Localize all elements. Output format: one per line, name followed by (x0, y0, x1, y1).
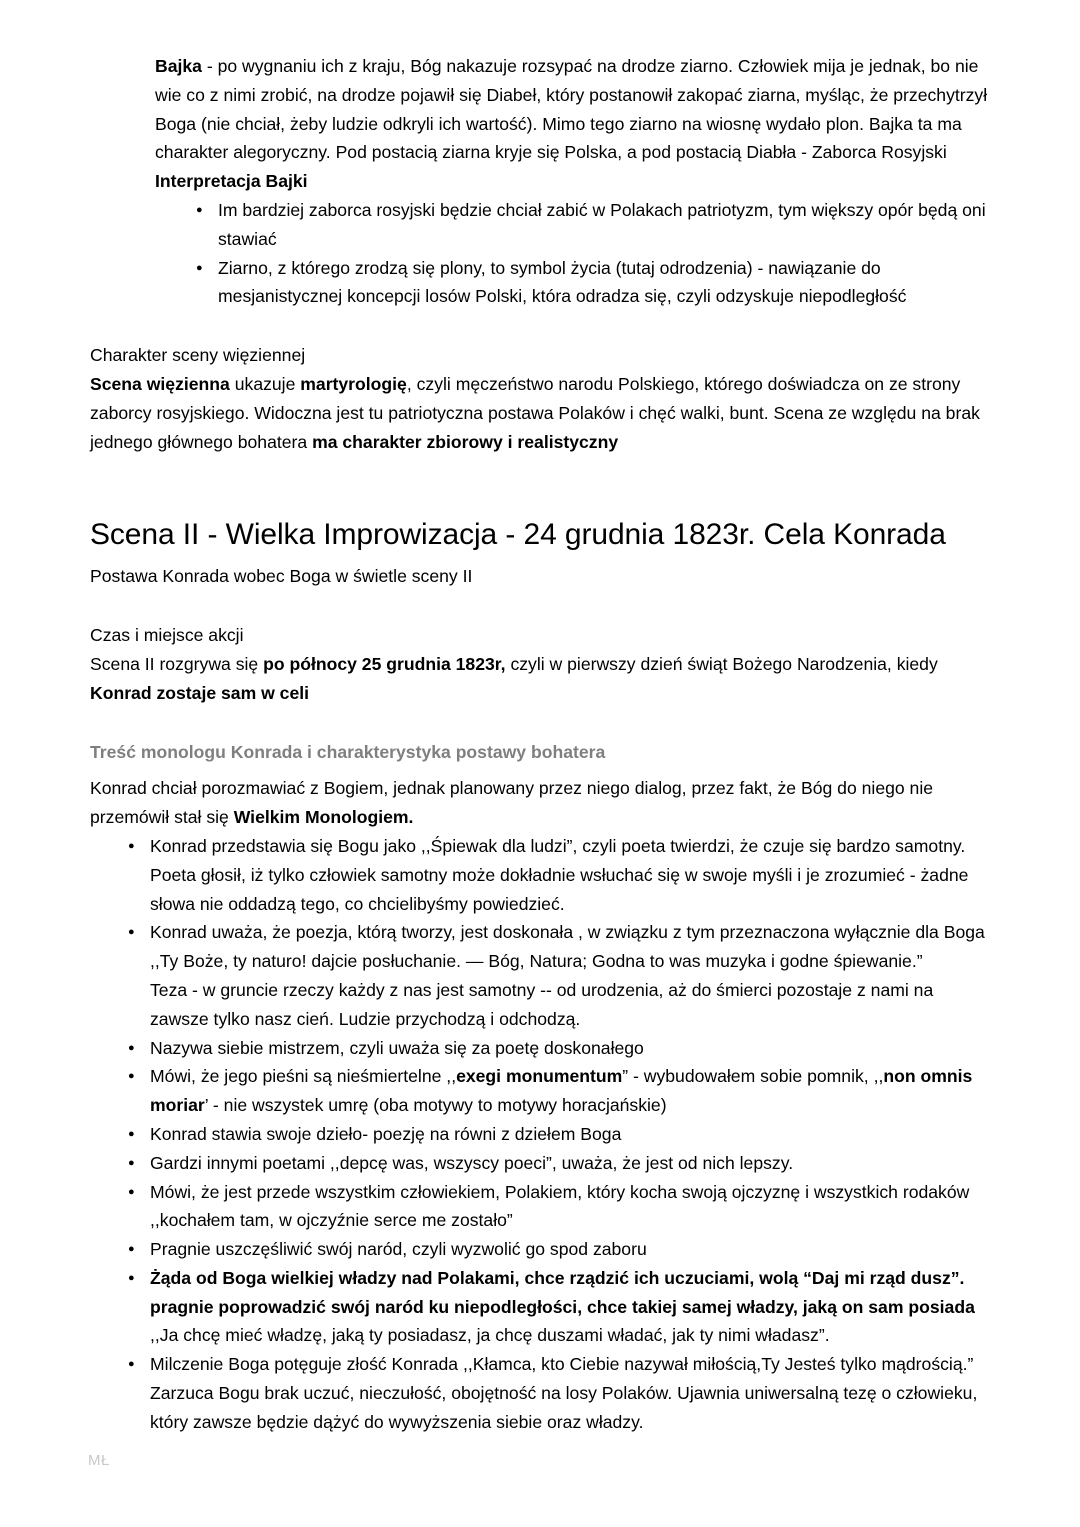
list-item (128, 1149, 990, 1178)
list-item-text: Mówi, że jest przede wszystkim człowiekiem, Polakiem, który kocha swoją ojczyznę i wszystkich rodaków ,,kochałem tam, w ojczyźnie serce me zostało” (150, 1181, 970, 1231)
bajka-lead-bold: Bajka (155, 56, 202, 76)
page-title: Scena II - Wielka Improwizacja - 24 grudnia 1823r. Cela Konrada (90, 518, 946, 552)
list-item (128, 1034, 990, 1063)
charakter-rest-text: , czyli męczeństwo narodu Polskiego, którego doświadcza on ze strony zaborcy rosyjskiego. Widoczna jest tu patriotyczna postawa Polaków i chęć walki, bunt. Scena ze względu na brak jednego głównego bohatera (90, 373, 980, 452)
spacer (90, 591, 990, 621)
monolog-intro-text: Konrad chciał porozmawiać z Bogiem, jednak planowany przez niego dialog, przez fakt, że Bóg do niego nie przemówił stał się (90, 778, 934, 828)
list-item (128, 1264, 990, 1350)
list-item (128, 1120, 990, 1149)
czas-text-b: czyli w pierwszy dzień świąt Bożego Narodzenia, kiedy (505, 653, 938, 674)
document-content (90, 52, 990, 1437)
spacer (90, 554, 990, 562)
list-item-extra-line: Teza - w gruncie rzeczy każdy z nas jest samotny -- od urodzenia, aż do śmierci pozostaje z nami na zawsze tylko nasz cień. Ludzie przychodzą i odchodzą. (150, 979, 934, 1029)
interpretacja-bajki-heading-text: Interpretacja Bajki (155, 171, 308, 192)
list-item (196, 254, 996, 312)
spacer (90, 708, 990, 738)
monolog-gray-heading: Treść monologu Konrada i charakterystyka postawy bohatera (90, 741, 606, 762)
footer-initials: MŁ (88, 1452, 110, 1469)
spacer (90, 311, 990, 341)
list-item-text: Gardzi innymi poetami ,,depcę was, wszyscy poeci”, uważa, że jest od nich lepszy. (150, 1152, 794, 1173)
charakter-sceny-heading: Charakter sceny więziennej (90, 345, 306, 366)
charakter-mid-text: ukazuje (229, 373, 301, 394)
scena-ii-subtitle: Postawa Konrada wobec Boga w świetle sceny II (90, 566, 473, 587)
charakter-sceny-paragraph (90, 370, 990, 456)
bajka-paragraph (155, 52, 990, 167)
list-item-text: Konrad przedstawia się Bogu jako ,,Śpiewak dla ludzi”, czyli poeta twierdzi, że czuje się bardzo samotny. Poeta głosił, iż tylko człowiek samotny może dokładnie wsłuchać się w swoje myśli i je zrozumieć - żadne słowa nie oddadzą tego, co chcielibyśmy powiedzieć. (150, 835, 969, 914)
wielkim-monologiem-bold: Wielkim Monologiem. (233, 807, 414, 828)
list-item-text: Nazywa siebie mistrzem, czyli uważa się za poetę doskonałego (150, 1037, 644, 1058)
czas-i-miejsce-paragraph (90, 650, 990, 708)
czas-bold-a: po północy 25 grudnia 1823r, (263, 653, 506, 674)
list-item-post-text: ’ - nie wszystek umrę (oba motywy to motywy horacjańskie) (204, 1095, 667, 1116)
spacer (90, 766, 990, 774)
list-item-regular-text: ,,Ja chcę mieć władzę, jaką ty posiadasz, ja chcę duszami władać, jak ty nimi władasz”. (150, 1325, 830, 1346)
list-item-text: Konrad stawia swoje dzieło- poezję na równi z dziełem Boga (150, 1123, 622, 1144)
list-item-text: Konrad uważa, że poezja, którą tworzy, jest doskonała , w związku z tym przeznaczona wyłącznie dla Boga ,,Ty Boże, ty naturo! dajcie posłuchanie. — Bóg, Natura; Godna to was muzyka i godne śpiewanie.” (150, 922, 985, 972)
czas-text-a: Scena II rozgrywa się (90, 653, 264, 674)
list-item (128, 918, 990, 1033)
spacer (90, 456, 990, 516)
list-item (128, 1235, 990, 1264)
list-item-pre-text: Mówi, że jego pieśni są nieśmiertelne ,, (150, 1066, 457, 1087)
interpretacja-bajki-heading (155, 167, 990, 196)
monolog-bullet-list (128, 832, 990, 1437)
non-omnis-moriar-bold: non omnis moriar (150, 1066, 973, 1116)
list-item-mid-text: ” - wybudowałem sobie pomnik, ,, (622, 1066, 884, 1087)
list-item-text: Milczenie Boga potęguje złość Konrada ,,Kłamca, kto Ciebie nazywał miłością,Ty Jesteś tylko mądrością.” Zarzuca Bogu brak uczuć, nieczułość, obojętność na losy Polaków. Ujawnia uniwersalną tezę o człowieku, który zawsze będzie dążyć do wywyższenia siebie oraz władzy. (150, 1354, 978, 1432)
list-item-text: Ziarno, z którego zrodzą się plony, to symbol życia (tutaj odrodzenia) - nawiązanie do mesjanistycznej koncepcji losów Polski, która odradza się, czyli odzyskuje niepodległość (218, 257, 907, 307)
martyrologie-bold: martyrologię (300, 373, 407, 394)
exegi-monumentum-bold: exegi monumentum (456, 1066, 623, 1087)
monolog-intro-paragraph (90, 774, 990, 832)
list-item (128, 1178, 990, 1236)
list-item (128, 1062, 990, 1120)
bajka-body-text: - po wygnaniu ich z kraju, Bóg nakazuje rozsypać na drodze ziarno. Człowiek mija je jednak, bo nie wie co z nimi zrobić, na drodze pojawił się Diabeł, który postanowił zakopać ziarna, myśląc, że przechytrzył Boga (nie chciał, żeby ludzie odkryli ich wartość). Mimo tego ziarno na wiosnę wydało plon. Bajka ta ma charakter alegoryczny. Pod postacią ziarna kryje się Polska, a pod postacią Diabła - Zaborca Rosyjski (155, 56, 988, 163)
interpretacja-bajki-list (196, 196, 996, 311)
charakter-zbiorowy-bold: ma charakter zbiorowy i realistyczny (312, 431, 619, 452)
list-item (128, 832, 990, 918)
list-item (128, 1350, 990, 1436)
list-item-text: Im bardziej zaborca rosyjski będzie chciał zabić w Polakach patriotyzm, tym większy opór będą oni stawiać (218, 199, 986, 249)
list-item-text: Pragnie uszczęśliwić swój naród, czyli wyzwolić go spod zaboru (150, 1239, 647, 1260)
list-item (196, 196, 996, 254)
list-item-bold-text: Żąda od Boga wielkiej władzy nad Polakami, chce rządzić ich uczuciami, wolą “Daj mi rząd dusz”. pragnie poprowadzić swój naród ku niepodległości, chce takiej samej władzy, jaką on sam posiada (150, 1267, 975, 1317)
czas-i-miejsce-heading: Czas i miejsce akcji (90, 625, 244, 646)
scena-wiezienna-bold: Scena więzienna (90, 373, 230, 394)
czas-bold-b: Konrad zostaje sam w celi (90, 682, 310, 703)
